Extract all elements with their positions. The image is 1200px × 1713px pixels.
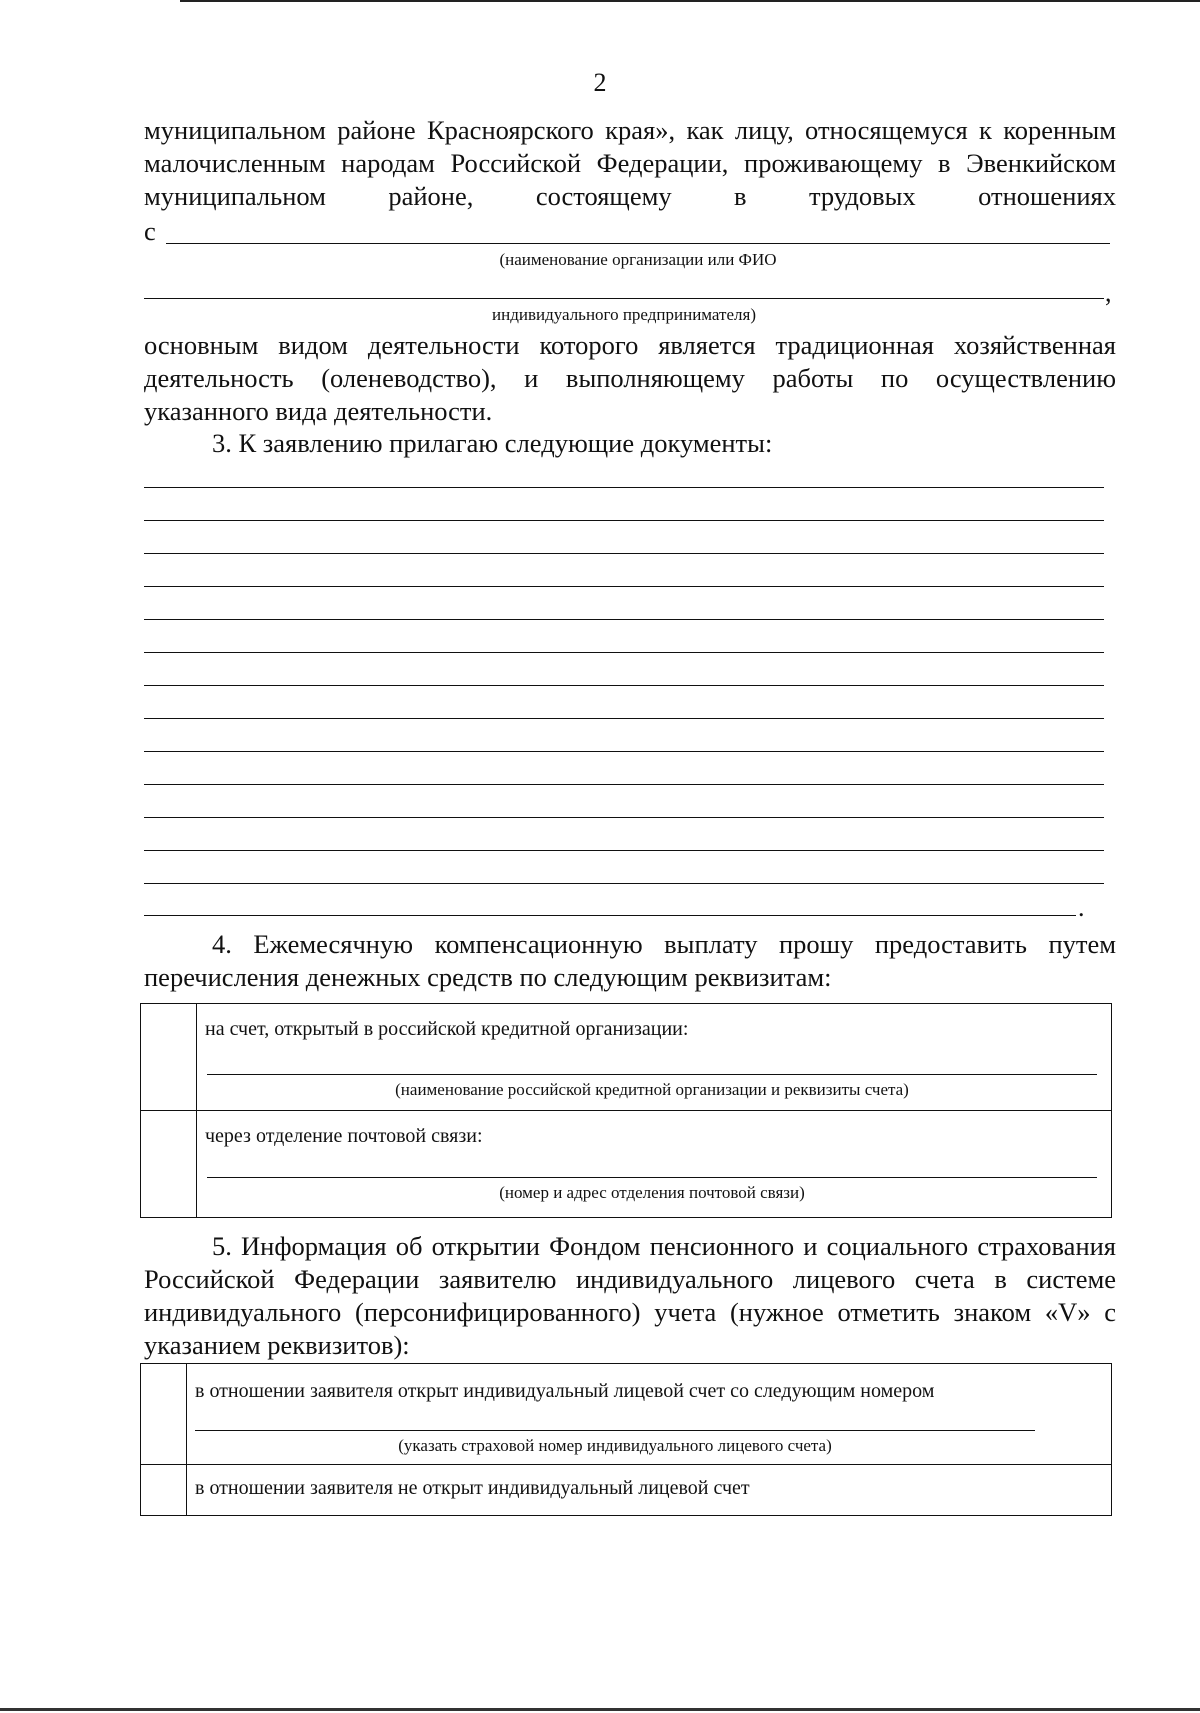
payment-option-row bbox=[141, 1111, 1112, 1218]
section-3-title: 3. К заявлению прилагаю следующие документы: bbox=[212, 428, 773, 458]
paragraph-activity: основным видом деятельности которого является традиционная хозяйственная деятельность (оленеводство), и выполняющему работы по осуществлению указанного вида деятельности. bbox=[144, 330, 1116, 426]
documents-line-last[interactable] bbox=[144, 915, 1076, 916]
documents-line[interactable] bbox=[144, 718, 1104, 719]
payment-options-table bbox=[140, 1003, 1112, 1218]
payment-option-cell bbox=[197, 1004, 1112, 1111]
paragraph-intro: муниципальном районе Красноярского края», как лицу, относящемуся к коренным малочисленным народам Российской Федерации, проживающему в Эвенкийском муниципальном районе, состоящему в трудовых отношениях bbox=[144, 115, 1116, 211]
documents-line[interactable] bbox=[144, 817, 1104, 818]
payment-option-cell bbox=[197, 1111, 1112, 1218]
documents-line[interactable] bbox=[144, 553, 1104, 554]
section-5-text: 5. Информация об открытии Фондом пенсионного и социального страхования Российской Федерации заявителю индивидуального лицевого счета в системе индивидуального (персонифицированного) учета (нужное отметить знаком «V» с указанием реквизитов): bbox=[144, 1231, 1116, 1360]
page-number: 2 bbox=[593, 68, 607, 97]
account-option-row bbox=[141, 1465, 1112, 1516]
documents-line[interactable] bbox=[144, 619, 1104, 620]
post-office-line[interactable] bbox=[207, 1177, 1097, 1178]
scan-edge-bottom bbox=[0, 1708, 1200, 1711]
insurance-number-caption: (указать страховой номер индивидуального лицевого счета) bbox=[398, 1436, 832, 1455]
employer-line-comma: , bbox=[1105, 278, 1112, 307]
account-option-cell bbox=[187, 1465, 1112, 1516]
employer-name-line[interactable] bbox=[166, 243, 1110, 244]
payment-option-label: через отделение почтовой связи: bbox=[205, 1125, 483, 1147]
account-options-table bbox=[140, 1363, 1112, 1516]
employer-caption-2: индивидуального предпринимателя) bbox=[492, 305, 756, 324]
documents-line[interactable] bbox=[144, 487, 1104, 488]
post-office-caption: (номер и адрес отделения почтовой связи) bbox=[499, 1183, 805, 1202]
payment-option-checkbox[interactable] bbox=[141, 1004, 197, 1111]
documents-line[interactable] bbox=[144, 586, 1104, 587]
documents-line[interactable] bbox=[144, 652, 1104, 653]
insurance-number-line[interactable] bbox=[195, 1430, 1035, 1431]
documents-line[interactable] bbox=[144, 751, 1104, 752]
account-option-checkbox[interactable] bbox=[141, 1364, 187, 1465]
account-option-cell bbox=[187, 1364, 1112, 1465]
payment-option-label: на счет, открытый в российской кредитной организации: bbox=[205, 1018, 689, 1040]
documents-line[interactable] bbox=[144, 685, 1104, 686]
account-option-checkbox[interactable] bbox=[141, 1465, 187, 1516]
documents-line[interactable] bbox=[144, 850, 1104, 851]
documents-line[interactable] bbox=[144, 784, 1104, 785]
scan-edge-top bbox=[180, 0, 1200, 2]
account-option-label: в отношении заявителя не открыт индивидуальный лицевой счет bbox=[195, 1477, 750, 1499]
employer-caption-1: (наименование организации или ФИО bbox=[499, 250, 777, 269]
documents-line[interactable] bbox=[144, 520, 1104, 521]
bank-details-caption: (наименование российской кредитной организации и реквизиты счета) bbox=[395, 1080, 909, 1099]
payment-option-checkbox[interactable] bbox=[141, 1111, 197, 1218]
employer-prefix: с bbox=[144, 216, 156, 246]
payment-option-row bbox=[141, 1004, 1112, 1111]
employer-name-line-2[interactable] bbox=[144, 298, 1104, 299]
documents-line[interactable] bbox=[144, 883, 1104, 884]
documents-end-dot: . bbox=[1078, 893, 1085, 922]
section-4-text: 4. Ежемесячную компенсационную выплату прошу предоставить путем перечисления денежных средств по следующим реквизитам: bbox=[144, 929, 1116, 992]
bank-details-line[interactable] bbox=[207, 1074, 1097, 1075]
account-option-label: в отношении заявителя открыт индивидуальный лицевой счет со следующим номером bbox=[195, 1380, 935, 1402]
account-option-row bbox=[141, 1364, 1112, 1465]
